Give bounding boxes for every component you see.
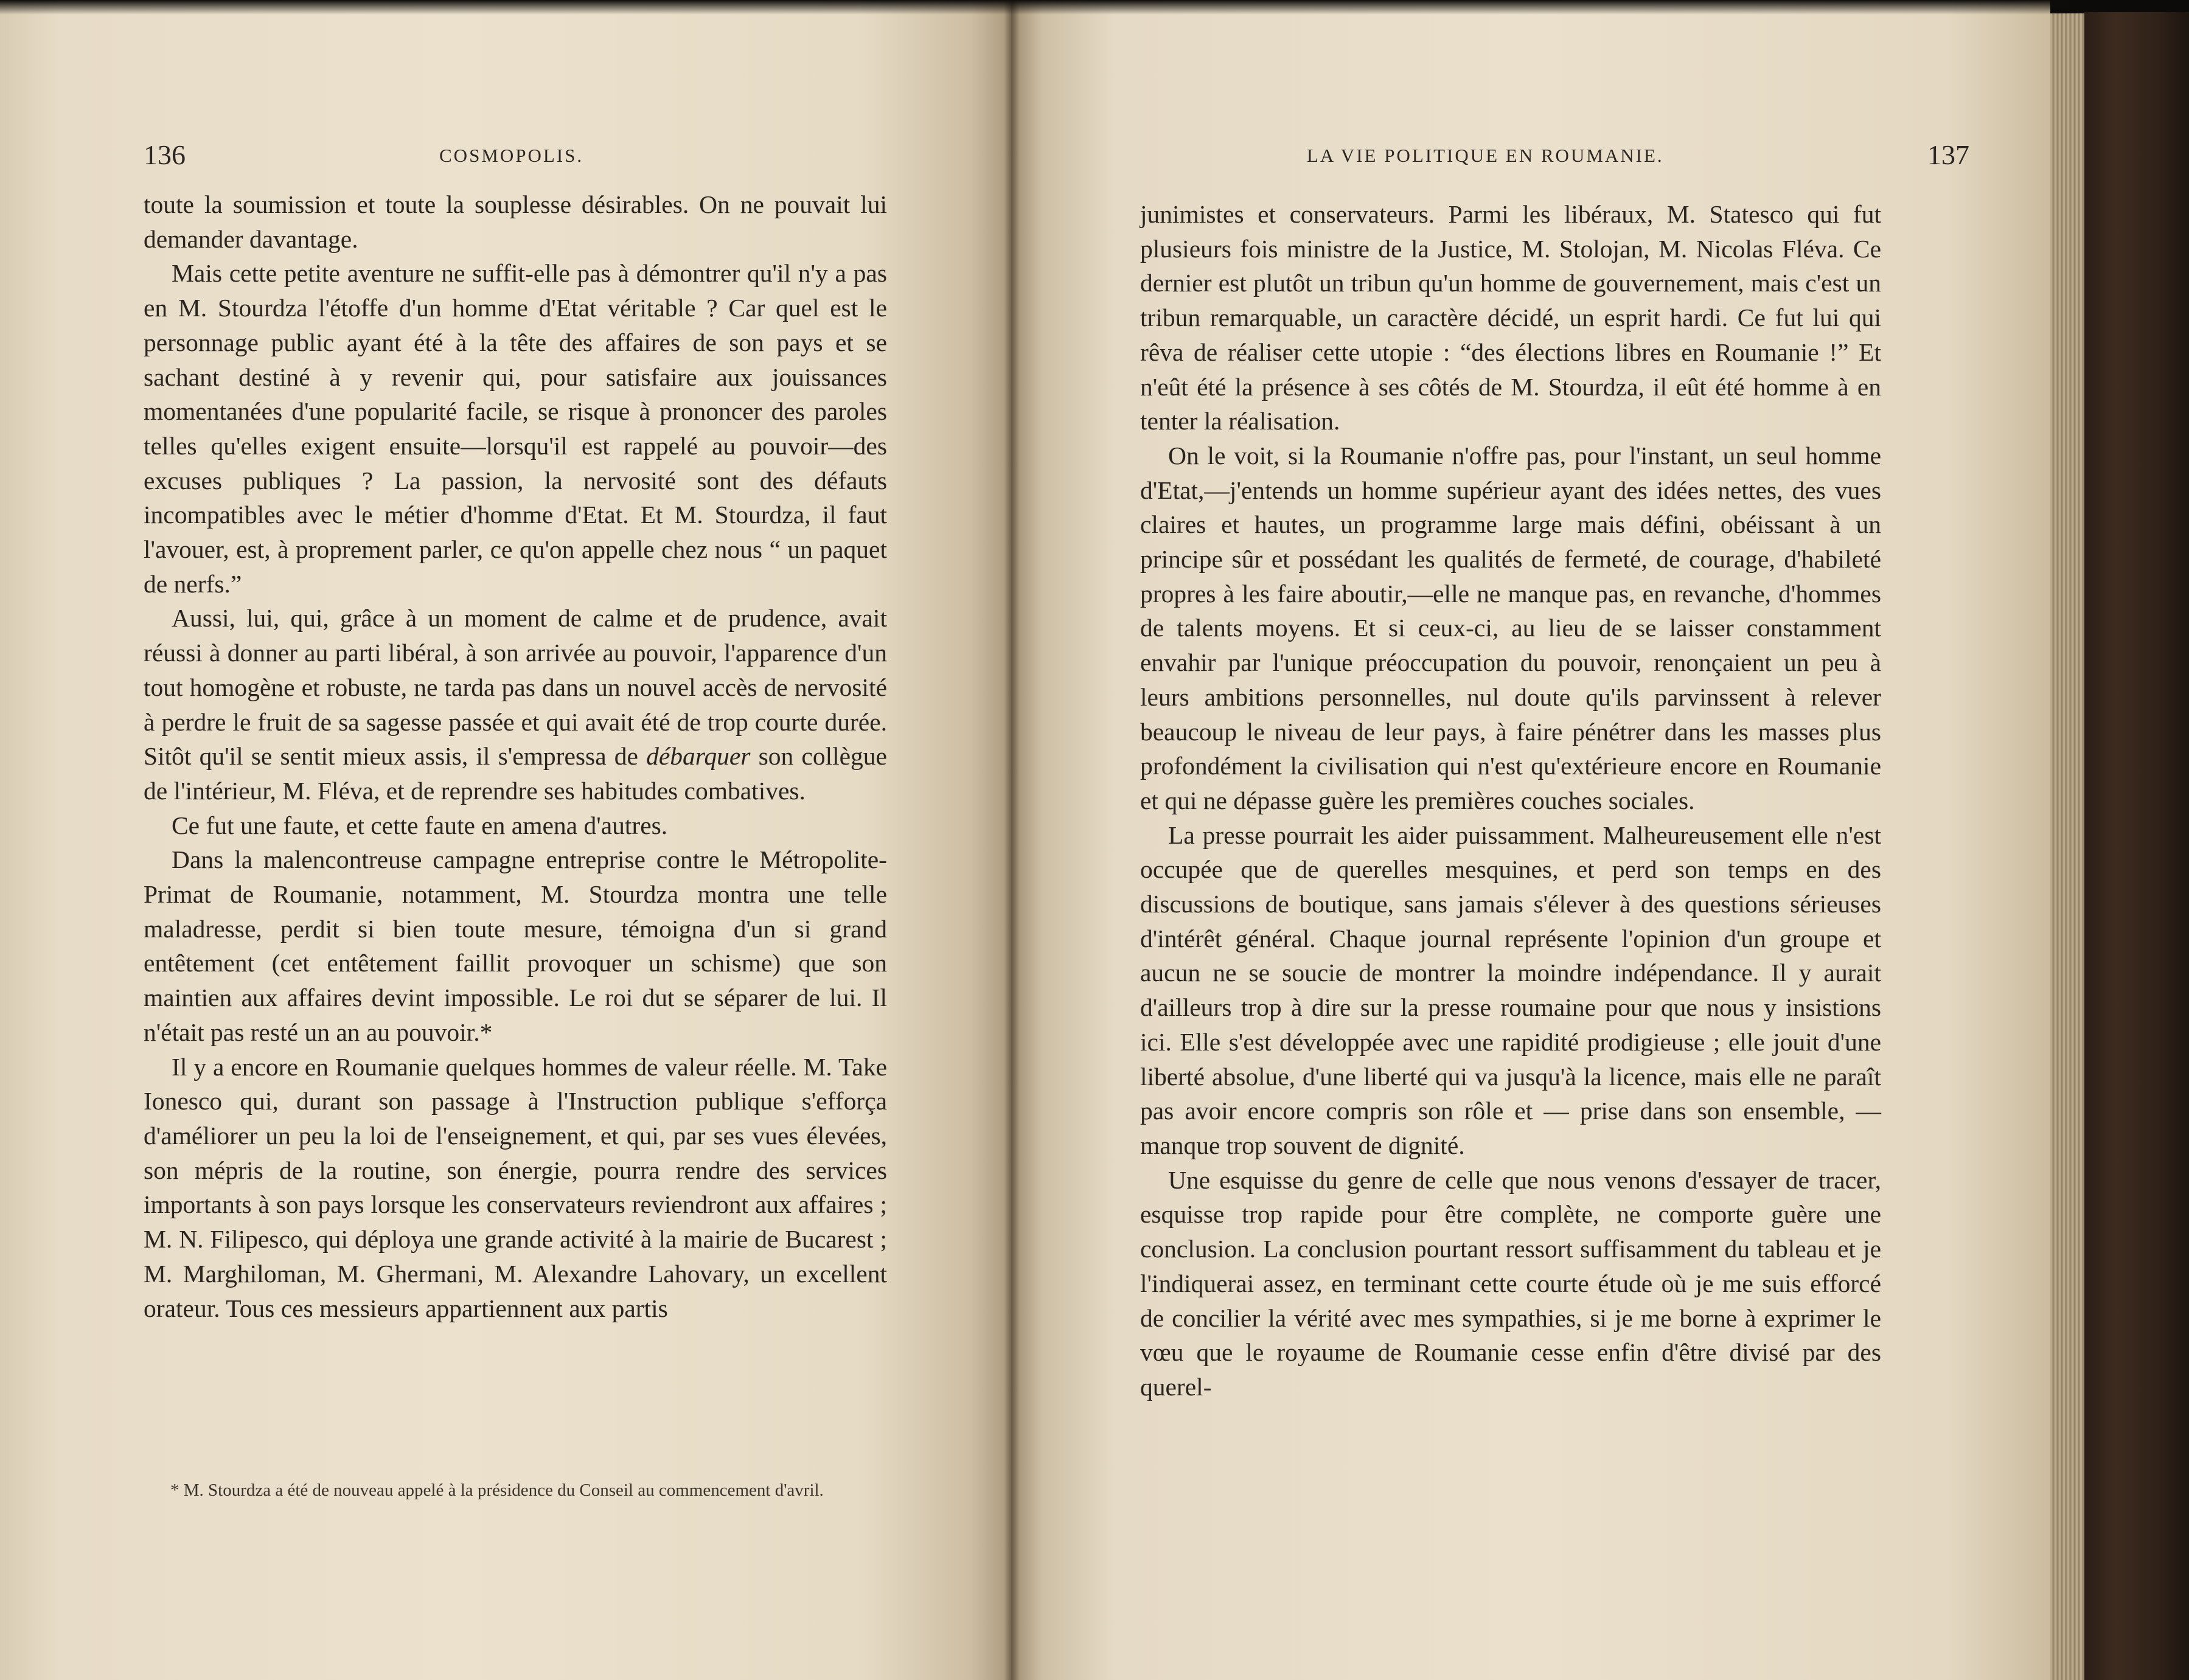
right-page-number: 137: [1927, 139, 1969, 170]
italic-word: débarquer: [646, 742, 751, 771]
left-running-head: [144, 139, 892, 175]
page-edges: [2050, 0, 2084, 1680]
right-body-text: [1140, 197, 1881, 1404]
right-running-title: LA VIE POLITIQUE EN ROUMANIE.: [1307, 145, 1664, 166]
right-page: [1011, 0, 2050, 1680]
paragraph: La presse pourrait les aider puissamment. Malheureusement elle n'est occupée que de querelles mesquines, et perd son temps en des discussions de boutique, sans jamais s'élever à des questions sérieuses d'intérêt général. Chaque journal représente l'opinion d'un groupe et aucun ne se soucie de montrer la moindre indépendance. Il y aurait d'ailleurs trop à dire sur la presse roumaine pour que nous y insistions ici. Elle s'est développée avec une rapidité prodigieuse ; elle jouit d'une liberté absolue, d'une liberté qui va jusqu'à la licence, mais elle ne paraît pas avoir encore compris son rôle et — prise dans son ensemble, — manque trop souvent de dignité.: [1140, 821, 1881, 1159]
left-footnote: [146, 1478, 888, 1502]
top-shadow: [0, 0, 2069, 15]
paragraph: Dans la malencontreuse campagne entreprise contre le Métropolite-Primat de Roumanie, notamment, M. Stourdza montra une telle maladresse, perdit si bien toute mesure, témoigna d'un si grand entêtement (cet entêtement faillit provoquer un schisme) que son maintien aux affaires devint impossible. Le roi dut se séparer de lui. Il n'était pas resté un an au pouvoir.*: [144, 845, 887, 1046]
left-body-text: [144, 187, 887, 1325]
paragraph: Ce fut une faute, et cette faute en amena d'autres.: [172, 811, 668, 839]
left-page-number: 136: [144, 139, 186, 170]
right-running-head: [1307, 139, 1991, 175]
paragraph: Mais cette petite aventure ne suffit-elle pas à démontrer qu'il n'y a pas en M. Stourdza l'étoffe d'un homme d'Etat véritable ? Car quel est le personnage public ayant été à la tête des affaires de son pays et se sachant destiné à y revenir qui, pour satisfaire aux jouissances momentanées d'une popularité facile, se risque à prononcer des paroles telles qu'elles exigent ensuite—lorsqu'il est rappelé au pouvoir—des excuses publiques ? La passion, la nervosité sont des défauts incompatibles avec le métier d'homme d'Etat. Et M. Stourdza, il faut l'avouer, est, à proprement parler, ce qu'on appelle chez nous “ un paquet de nerfs.”: [144, 259, 887, 598]
paragraph: Aussi, lui, qui, grâce à un moment de calme et de prudence, avait réussi à donner au parti libéral, à son arrivée au pouvoir, l'apparence d'un tout homogène et robuste, ne tarda pas dans un nouvel accès de nervosité à perdre le fruit de sa sagesse passée et qui avait été de trop courte durée. Sitôt qu'il se sentit mieux assis, il s'empressa de débarquer son collègue de l'intérieur, M. Fléva, et de reprendre ses habitudes combatives.: [144, 604, 887, 805]
left-page: [0, 0, 1011, 1680]
paragraph: Il y a encore en Roumanie quelques hommes de valeur réelle. M. Take Ionesco qui, durant son passage à l'Instruction publique s'efforça d'améliorer un peu la loi de l'enseignement, et qui, par ses vues élevées, son mépris de la routine, son énergie, pourra rendre des services importants à son pays lorsque les conservateurs reviendront aux affaires ; M. N. Filipesco, qui déploya une grande activité à la mairie de Bucarest ; M. Marghiloman, M. Ghermani, M. Alexandre Lahovary, un excellent orateur. Tous ces messieurs appartiennent aux partis: [144, 1052, 887, 1322]
paragraph: toute la soumission et toute la souplesse désirables. On ne pouvait lui demander davantage.: [144, 190, 887, 253]
gutter-shadow: [1004, 0, 1020, 1680]
left-running-title: COSMOPOLIS.: [439, 145, 584, 166]
book-cover: [2084, 12, 2189, 1680]
footnote-text: * M. Stourdza a été de nouveau appelé à la présidence du Conseil au commencement d'avril.: [170, 1480, 824, 1500]
cover-top-shadow: [2050, 0, 2189, 13]
paragraph: On le voit, si la Roumanie n'offre pas, pour l'instant, un seul homme d'Etat,—j'entends un homme supérieur ayant des idées nettes, des vues claires et hautes, un programme large mais défini, obéissant à un principe sûr et possédant les qualités de fermeté, de courage, d'habileté propres à les faire aboutir,—elle ne manque pas, en revanche, d'hommes de talents moyens. Et si ceux-ci, au lieu de se laisser constamment envahir par l'unique préoccupation du pouvoir, renonçaient un peu à leurs ambitions personnelles, nul doute qu'ils parvinssent à relever beaucoup le niveau de leur pays, à faire pénétrer dans les masses plus profondément la civilisation qui n'est qu'extérieure encore en Roumanie et qui ne dépasse guère les premières couches sociales.: [1140, 441, 1881, 814]
paragraph: Une esquisse du genre de celle que nous venons d'essayer de tracer, esquisse trop rapide pour être complète, ne comporte guère une conclusion. La conclusion pourtant ressort suffisamment du tableau et je l'indiquerai assez, en terminant cette courte étude où je me suis efforcé de concilier la vérité avec mes sympathies, si je me borne à exprimer le vœu que le royaume de Roumanie cesse enfin d'être divisé par des querel-: [1140, 1165, 1881, 1401]
paragraph: junimistes et conservateurs. Parmi les libéraux, M. Statesco qui fut plusieurs fois ministre de la Justice, M. Stolojan, M. Nicolas Fléva. Ce dernier est plutôt un tribun qu'un homme de gouvernement, mais c'est un tribun remarquable, un caractère décidé, un esprit hardi. Ce fut lui qui rêva de réaliser cette utopie : “des élections libres en Roumanie !” Et n'eût été la présence à ses côtés de M. Stourdza, il eût été homme à en tenter la réalisation.: [1140, 200, 1881, 436]
